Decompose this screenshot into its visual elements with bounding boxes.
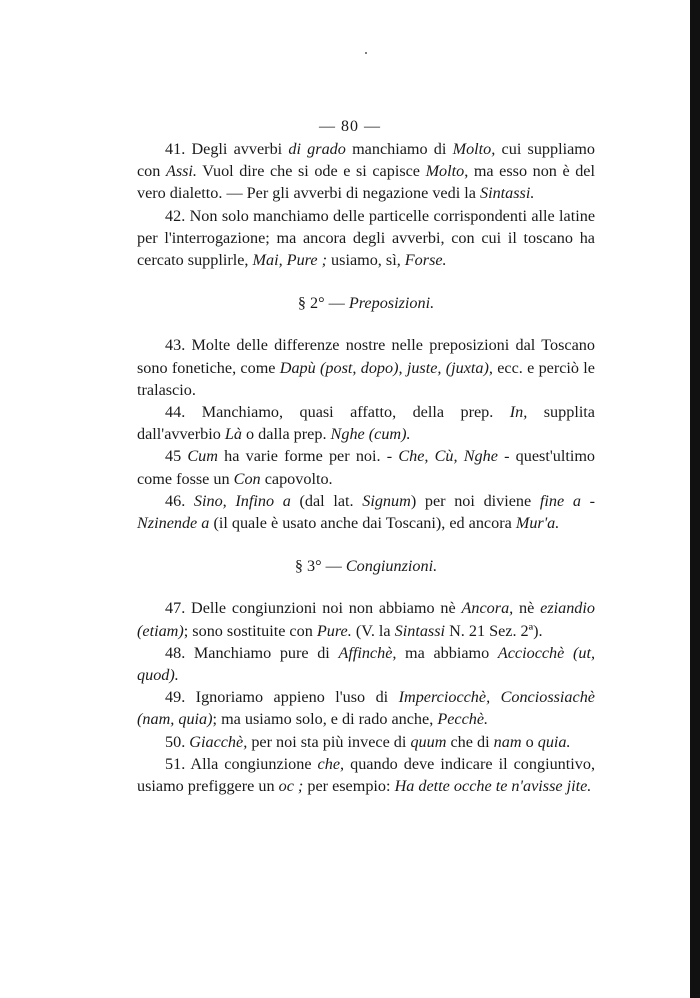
paragraph-number: 51. [165, 754, 186, 773]
text-run: Manchiamo, quasi affatto, della prep. [185, 403, 510, 422]
italic-text: nam [493, 732, 522, 751]
italic-text: Molto [425, 162, 465, 181]
italic-text: Pure. [316, 621, 352, 640]
italic-text: di grado [288, 140, 346, 158]
italic-text: Mur'a. [515, 514, 560, 533]
paragraph [137, 753, 595, 797]
text-run: (dal lat. [290, 491, 363, 510]
paragraph [137, 642, 595, 686]
paragraph [137, 205, 595, 272]
text-run: cui suppliamo con [137, 140, 595, 181]
italic-text: Signum [362, 491, 411, 510]
paragraph [137, 401, 595, 445]
text-run: ma abbiamo [396, 643, 498, 662]
text-run: ) per noi diviene [410, 491, 540, 510]
paragraph [137, 445, 595, 489]
italic-text: Mai, Pure ; [252, 251, 327, 270]
text-run: supplita dall'avverbio [137, 403, 595, 444]
prepositions-paragraphs [137, 334, 595, 534]
text-run: ; sono sostituite con [183, 621, 317, 640]
text-run: Vuol dire che si ode e si capisce [196, 162, 426, 181]
text-run: nè [513, 599, 541, 618]
conjunctions-paragraphs [137, 597, 595, 797]
text-run: per noi sta più invece di [247, 732, 411, 751]
paragraph-number: 42. [165, 206, 186, 225]
text-run: che di [446, 732, 494, 751]
italic-text: che, [317, 754, 345, 773]
paragraph-number: 45 [165, 447, 182, 466]
section-title: Congiunzioni. [345, 557, 438, 576]
paragraph [137, 138, 595, 205]
paragraph [137, 490, 595, 534]
text-run: o dalla prep. [241, 425, 331, 444]
italic-text: Sintassi [394, 621, 446, 640]
text-run: manchiamo di [345, 140, 453, 158]
paragraph [137, 731, 595, 753]
italic-text: Ha dette ocche te n'avisse jite. [394, 777, 592, 796]
italic-text: Sintassi. [479, 184, 535, 203]
italic-text: Che, Cù, Nghe [398, 447, 498, 466]
paragraph-number: 48. [165, 643, 186, 662]
text-run: o [521, 732, 538, 751]
text-run [185, 492, 194, 510]
section-heading-conjunctions [137, 555, 595, 577]
italic-text: Dapù (post, dopo), juste, (juxta), [279, 358, 493, 377]
italic-text: oc ; [278, 777, 304, 796]
text-run: (V. la [351, 621, 395, 640]
paragraph [137, 686, 595, 730]
italic-text: Forse. [404, 251, 447, 270]
scan-speck [365, 52, 367, 54]
italic-text: Imperciocchè, Conciossiachè (nam, quia) [137, 688, 595, 729]
italic-text: Là [224, 425, 242, 444]
section-heading-prepositions [137, 292, 595, 314]
text-run: usiamo, sì, [327, 251, 405, 270]
paragraph-number: 43. [165, 336, 186, 355]
page-number: — 80 — [319, 118, 381, 135]
paragraph-number: 49. [165, 688, 186, 707]
italic-text: quia. [537, 732, 571, 751]
scan-edge-shadow [690, 0, 700, 998]
italic-text: Ancora, [461, 599, 514, 618]
italic-text: Sino, Infino a [193, 491, 291, 510]
italic-text: quum [410, 732, 447, 751]
text-run: , ma esso non è del vero dialetto. — Per gli avverbi di negazione vedi la [137, 162, 595, 203]
text-run: quando deve indicare il congiuntivo, usiamo prefiggere un [137, 754, 595, 796]
text-run: ha varie forme per noi. - [217, 447, 399, 466]
text-run: Alla congiunzione [185, 754, 318, 773]
paragraph-number: 46. [165, 491, 186, 510]
section-title: Preposizioni. [348, 294, 435, 313]
text-run: Delle congiunzioni noi non abbiamo nè [185, 599, 462, 618]
italic-text: eziandio (etiam) [137, 599, 595, 640]
text-run: per esempio: [303, 777, 395, 796]
italic-text: In, [509, 403, 528, 422]
italic-text: Acciocchè (ut, quod). [137, 643, 596, 685]
italic-text: Affinchè, [338, 643, 397, 662]
italic-text: Assi. [165, 162, 197, 181]
italic-text: Nghe (cum). [330, 425, 411, 444]
paragraph-number: 44. [165, 403, 186, 422]
adverbs-paragraphs [137, 138, 595, 271]
text-run: Degli avverbi [185, 140, 289, 158]
text-run: ; ma usiamo solo, e di rado anche, [212, 710, 438, 729]
text-run: Molte delle differenze nostre nelle preposizioni dal Toscano sono fonetiche, come [137, 336, 595, 377]
italic-text: fine a - Nzinende a [137, 491, 595, 533]
text-run: ecc. e perciò le tralascio. [137, 358, 595, 399]
paragraph-number: 50. [165, 732, 186, 751]
paragraph-number: 41. [165, 140, 186, 158]
section-number: § 2° — [297, 294, 349, 313]
text-run: (il quale è usato anche dai Toscani), ed ancora [209, 514, 516, 533]
italic-text: Cum [187, 447, 218, 466]
text-run: N. 21 Sez. 2ª). [445, 621, 543, 640]
italic-text: Giacchè, [189, 732, 248, 751]
page-body [137, 138, 595, 797]
text-run: Non solo manchiamo delle particelle corrispondenti alle latine per l'interrogazione; ma ancora degli avverbi, con cui il toscano ha cercato supplirle, [137, 206, 595, 270]
text-run: Ignoriamo appieno l'uso di [185, 688, 399, 707]
italic-text: Molto, [452, 140, 496, 158]
text-run: capovolto. [260, 469, 333, 488]
paragraph [137, 597, 595, 641]
text-run: - quest'ultimo come fosse un [137, 447, 596, 488]
paragraph-number: 47. [165, 599, 186, 618]
italic-text: Pecchè. [437, 710, 489, 729]
italic-text: Con [233, 469, 261, 488]
section-number: § 3° — [294, 557, 346, 576]
paragraph [137, 334, 595, 401]
text-run: Manchiamo pure di [185, 643, 339, 662]
